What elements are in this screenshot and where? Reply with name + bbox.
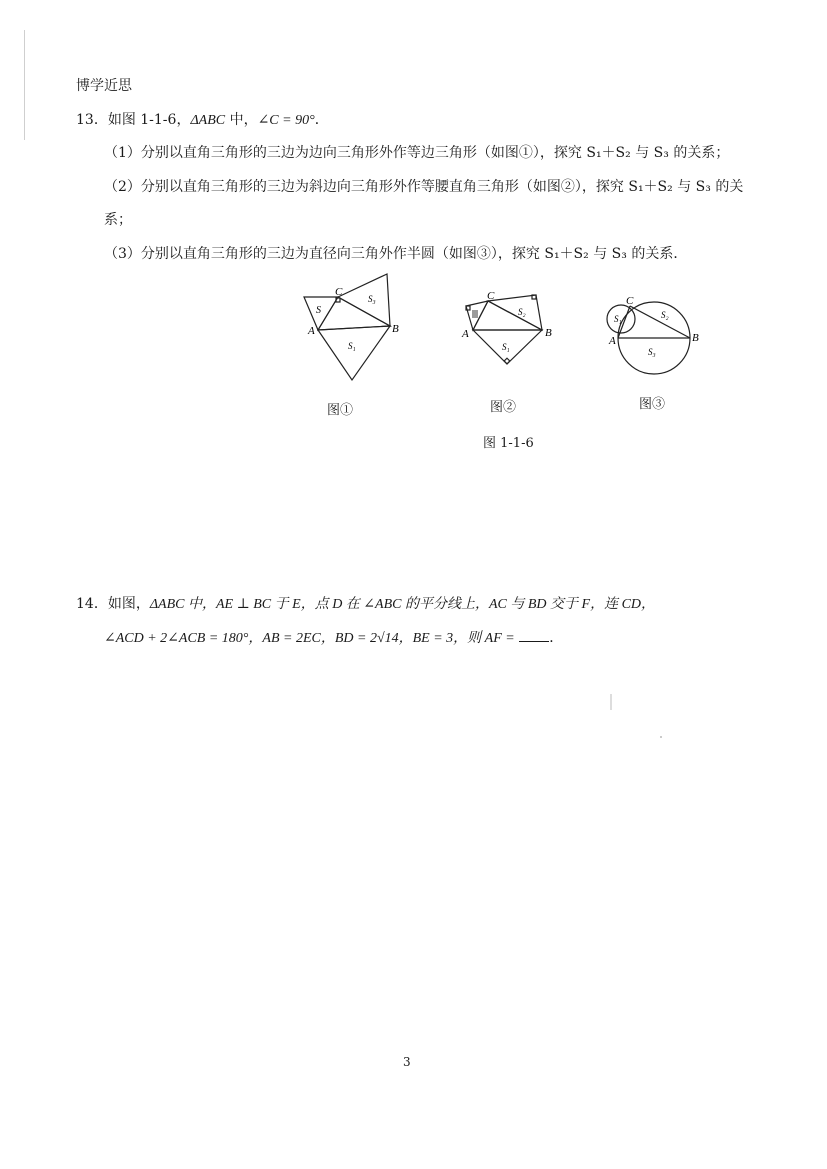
- question-13-part-2-cont: 系；: [104, 212, 132, 228]
- q14-line2-math: ∠ACD + 2∠ACB = 180°，AB = 2EC，BD = 2√14，BE = 3，则 AF =: [104, 631, 515, 646]
- q13-triangle: ΔABC: [190, 113, 226, 128]
- q14-prefix: 14．如图，: [76, 596, 150, 612]
- fig1-big-equilateral: [318, 326, 390, 380]
- fig3-point-A: A: [609, 335, 616, 347]
- fig3-point-B: B: [692, 332, 699, 344]
- q14-line2-end: ．: [549, 630, 564, 646]
- q13-end: ．: [314, 112, 329, 128]
- q13-prefix: 13．如图 1-1-6，: [76, 112, 191, 128]
- figure-1-equilateral: [304, 274, 390, 380]
- figure-caption: 图 1-1-6: [483, 436, 534, 451]
- fig3-area-S1: S₁: [614, 314, 622, 324]
- question-13-part-1: （1）分别以直角三角形的三边为边向三角形外作等边三角形（如图①），探究 S₁＋S₂ 与 S₃ 的关系；: [104, 145, 730, 161]
- fig2-point-B: B: [545, 327, 552, 339]
- figures-1-1-6: [0, 0, 827, 470]
- fig2-shaded-patch: [472, 310, 478, 318]
- fig1-point-B: B: [392, 323, 399, 335]
- question-14-line-1: [76, 593, 655, 613]
- figure-2-isosceles-right: [466, 295, 542, 364]
- fig1-point-A: A: [308, 325, 315, 337]
- fig2-area-S1: S₁: [502, 342, 510, 352]
- fig3-area-S2: S₂: [661, 310, 669, 320]
- fig3-point-C: C: [626, 295, 634, 307]
- fig1-area-S3: S₃: [368, 294, 376, 304]
- answer-blank[interactable]: [519, 629, 549, 642]
- fig1-area-S: S: [316, 305, 321, 316]
- fig1-point-C: C: [335, 286, 343, 298]
- fig2-mid-isosceles: [488, 295, 542, 330]
- figure-3-label: 图③: [639, 397, 666, 412]
- question-13-part-2: （2）分别以直角三角形的三边为斜边向三角形外作等腰直角三角形（如图②），探究 S₁＋S₂ 与 S₃ 的关: [104, 179, 744, 195]
- fig3-area-S3: S₃: [648, 347, 656, 357]
- q13-angle: ∠C = 90°: [257, 113, 315, 128]
- q13-mid: 中，: [225, 112, 258, 128]
- figure-3-semicircles: [607, 302, 690, 374]
- fig1-mid-equilateral: [338, 274, 390, 326]
- fig2-point-A: A: [462, 328, 469, 340]
- figure-1-label: 图①: [327, 403, 354, 418]
- fig3-cb-line: [630, 306, 690, 338]
- fig1-right-triangle: [318, 297, 390, 330]
- fig2-point-C: C: [487, 290, 495, 302]
- fig2-right-triangle: [473, 301, 542, 330]
- page-number: 3: [403, 1055, 411, 1069]
- question-14-line-2: [104, 627, 563, 647]
- question-13-part-3: （3）分别以直角三角形的三边为直径向三角外作半圆（如图③），探究 S₁＋S₂ 与 S₃ 的关系．: [104, 246, 688, 262]
- fig2-area-S2: S₂: [518, 307, 526, 317]
- page-header: 博学近思: [76, 78, 132, 94]
- figure-2-label: 图②: [490, 400, 517, 415]
- scan-specks: [600, 690, 670, 750]
- q14-line1-math: ΔABC 中，AE ⊥ BC 于 E，点 D 在 ∠ABC 的平分线上，AC 与 BD 交于 F，连 CD，: [149, 597, 656, 612]
- fig2-right-mark-3: [504, 358, 510, 364]
- fig1-area-S1: S₁: [348, 341, 356, 351]
